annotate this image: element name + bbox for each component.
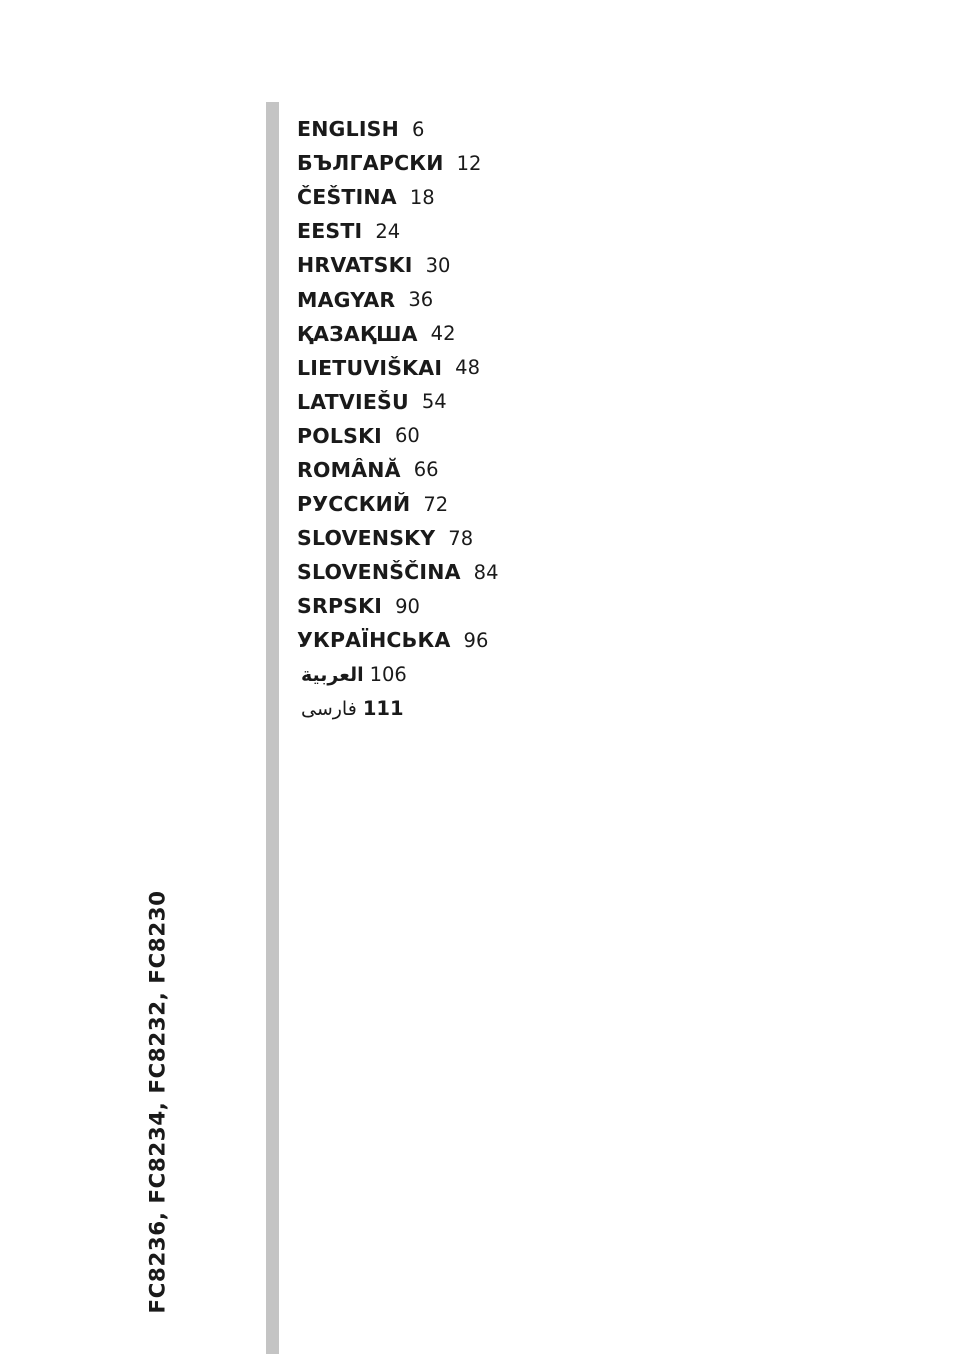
toc-item-croatian[interactable]: [297, 248, 499, 282]
toc-page-number: 96: [463, 628, 489, 652]
toc-language: MAGYAR: [297, 287, 396, 312]
toc-item-czech[interactable]: [297, 180, 499, 214]
toc-item-kazakh[interactable]: [297, 317, 499, 351]
toc-language: ҚАЗАҚША: [297, 321, 418, 346]
toc-language: ENGLISH: [297, 117, 399, 142]
toc-language: РУССКИЙ: [297, 492, 411, 517]
toc-page-number: 48: [455, 356, 480, 380]
toc-item-ukrainian[interactable]: [297, 623, 499, 657]
toc-language: LIETUVIŠKAI: [297, 355, 443, 380]
toc-item-lithuanian[interactable]: [297, 351, 499, 385]
toc-language: ROMÂNĂ: [297, 457, 401, 482]
toc-language: HRVATSKI: [297, 253, 413, 278]
toc-language: POLSKI: [297, 423, 382, 448]
toc-language: العربية: [301, 663, 364, 686]
toc-item-english[interactable]: [297, 112, 499, 146]
toc-item-polish[interactable]: [297, 419, 499, 453]
toc-page-number: 36: [408, 288, 434, 312]
toc-item-arabic[interactable]: [297, 658, 499, 692]
toc-item-latvian[interactable]: [297, 385, 499, 419]
toc-item-bulgarian[interactable]: [297, 146, 499, 180]
toc-language: SLOVENSKY: [297, 526, 436, 551]
toc-page-number: 106: [369, 663, 407, 687]
model-numbers-vertical: FC8236, FC8234, FC8232, FC8230: [145, 890, 171, 1314]
toc-page-number: 12: [456, 151, 482, 175]
toc-page-number: 54: [421, 390, 447, 414]
toc-item-russian[interactable]: [297, 487, 499, 521]
toc-page-number: 30: [425, 253, 451, 277]
toc-page-number: 24: [375, 219, 401, 243]
toc-item-slovenian[interactable]: [297, 555, 499, 589]
toc-page-number: 90: [395, 594, 420, 618]
toc-item-hungarian[interactable]: [297, 282, 499, 316]
toc-page-number: 78: [448, 526, 474, 550]
toc-page-number: 66: [413, 458, 439, 482]
toc-item-persian[interactable]: [297, 692, 499, 726]
toc-page-number: 18: [409, 185, 435, 209]
toc-language: فارسی: [301, 697, 357, 720]
toc-language: ČEŠTINA: [297, 185, 397, 210]
toc-item-romanian[interactable]: [297, 453, 499, 487]
toc-item-estonian[interactable]: [297, 214, 499, 248]
side-bar-divider: [266, 102, 279, 1354]
toc-item-slovak[interactable]: [297, 521, 499, 555]
toc-page-number: 6: [412, 117, 425, 141]
toc-item-serbian[interactable]: [297, 589, 499, 623]
toc-language: SLOVENŠČINA: [297, 560, 461, 585]
toc-language: EESTI: [297, 219, 363, 244]
toc-language: УКРАЇНСЬКА: [297, 628, 451, 653]
toc-page-number: 42: [430, 322, 456, 346]
toc-language: LATVIEŠU: [297, 389, 409, 414]
toc-page-number: 72: [423, 492, 449, 516]
language-table-of-contents: [297, 112, 499, 726]
toc-language: БЪЛГАРСКИ: [297, 151, 444, 176]
toc-page-number: 84: [473, 560, 499, 584]
toc-page-number: 60: [395, 424, 420, 448]
toc-language: SRPSKI: [297, 594, 383, 619]
toc-page-number: 111: [362, 697, 404, 721]
